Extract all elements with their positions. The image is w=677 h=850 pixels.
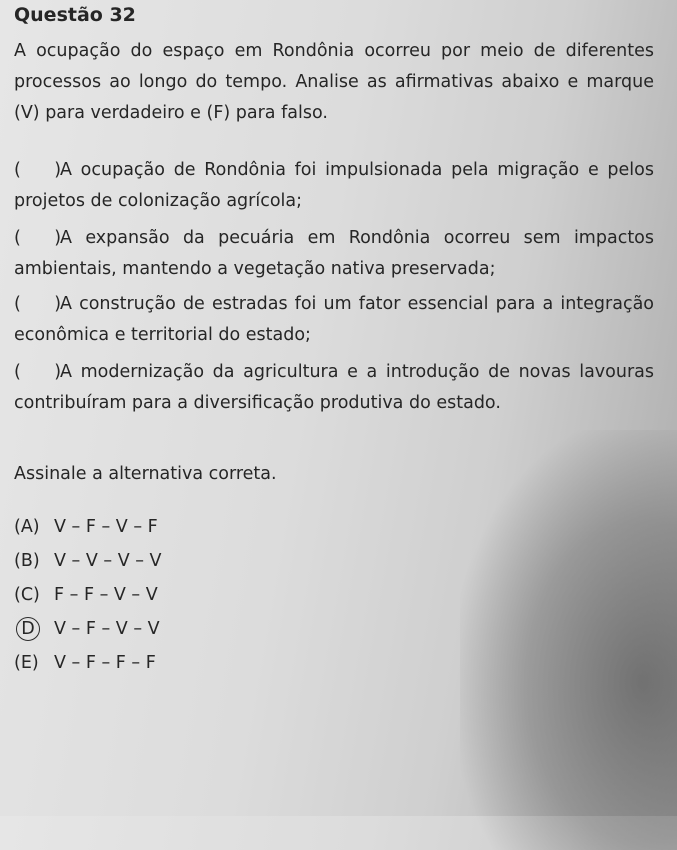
answer-blank-2[interactable]: ( ) — [14, 228, 62, 248]
option-a-letter: (A) — [14, 517, 40, 537]
answer-blank-3[interactable]: ( ) — [14, 294, 62, 314]
option-d-letter-circled — [14, 614, 54, 644]
question-page — [14, 4, 654, 682]
option-b[interactable] — [14, 546, 654, 576]
statement-4 — [14, 357, 654, 419]
option-d[interactable] — [14, 614, 654, 644]
statement-3 — [14, 289, 654, 351]
option-d-text: V – F – V – V — [54, 619, 160, 639]
question-title: Questão 32 — [14, 4, 136, 26]
statement-2 — [14, 223, 654, 285]
statement-1-text: A ocupação de Rondônia foi impulsionada pela migração e pelos projetos de colonização agrícola; — [14, 160, 654, 211]
statement-2-text: A expansão da pecuária em Rondônia ocorreu sem impactos ambientais, mantendo a vegetação nativa preservada; — [14, 228, 654, 279]
option-e-text: V – F – F – F — [54, 653, 156, 673]
answer-options — [14, 512, 654, 678]
option-c-text: F – F – V – V — [54, 585, 158, 605]
option-a[interactable] — [14, 512, 654, 542]
statement-3-text: A construção de estradas foi um fator essencial para a integração econômica e territorial do estado; — [14, 294, 654, 345]
option-a-text: V – F – V – F — [54, 517, 158, 537]
answer-blank-4[interactable]: ( ) — [14, 362, 62, 382]
option-b-letter: (B) — [14, 551, 40, 571]
instruction-text: Assinale a alternativa correta. — [14, 464, 277, 484]
question-intro: A ocupação do espaço em Rondônia ocorreu por meio de diferentes processos ao longo do tempo. Analise as afirmativas abaixo e marque (V) para verdadeiro e (F) para falso. — [14, 41, 654, 123]
option-c-letter: (C) — [14, 585, 40, 605]
option-c[interactable] — [14, 580, 654, 610]
answer-blank-1[interactable]: ( ) — [14, 160, 62, 180]
statement-1 — [14, 155, 654, 217]
option-e-letter: (E) — [14, 653, 39, 673]
statement-4-text: A modernização da agricultura e a introdução de novas lavouras contribuíram para a diversificação produtiva do estado. — [14, 362, 654, 413]
option-b-text: V – V – V – V — [54, 551, 162, 571]
option-d-letter: D — [16, 617, 40, 641]
option-e[interactable] — [14, 648, 654, 678]
